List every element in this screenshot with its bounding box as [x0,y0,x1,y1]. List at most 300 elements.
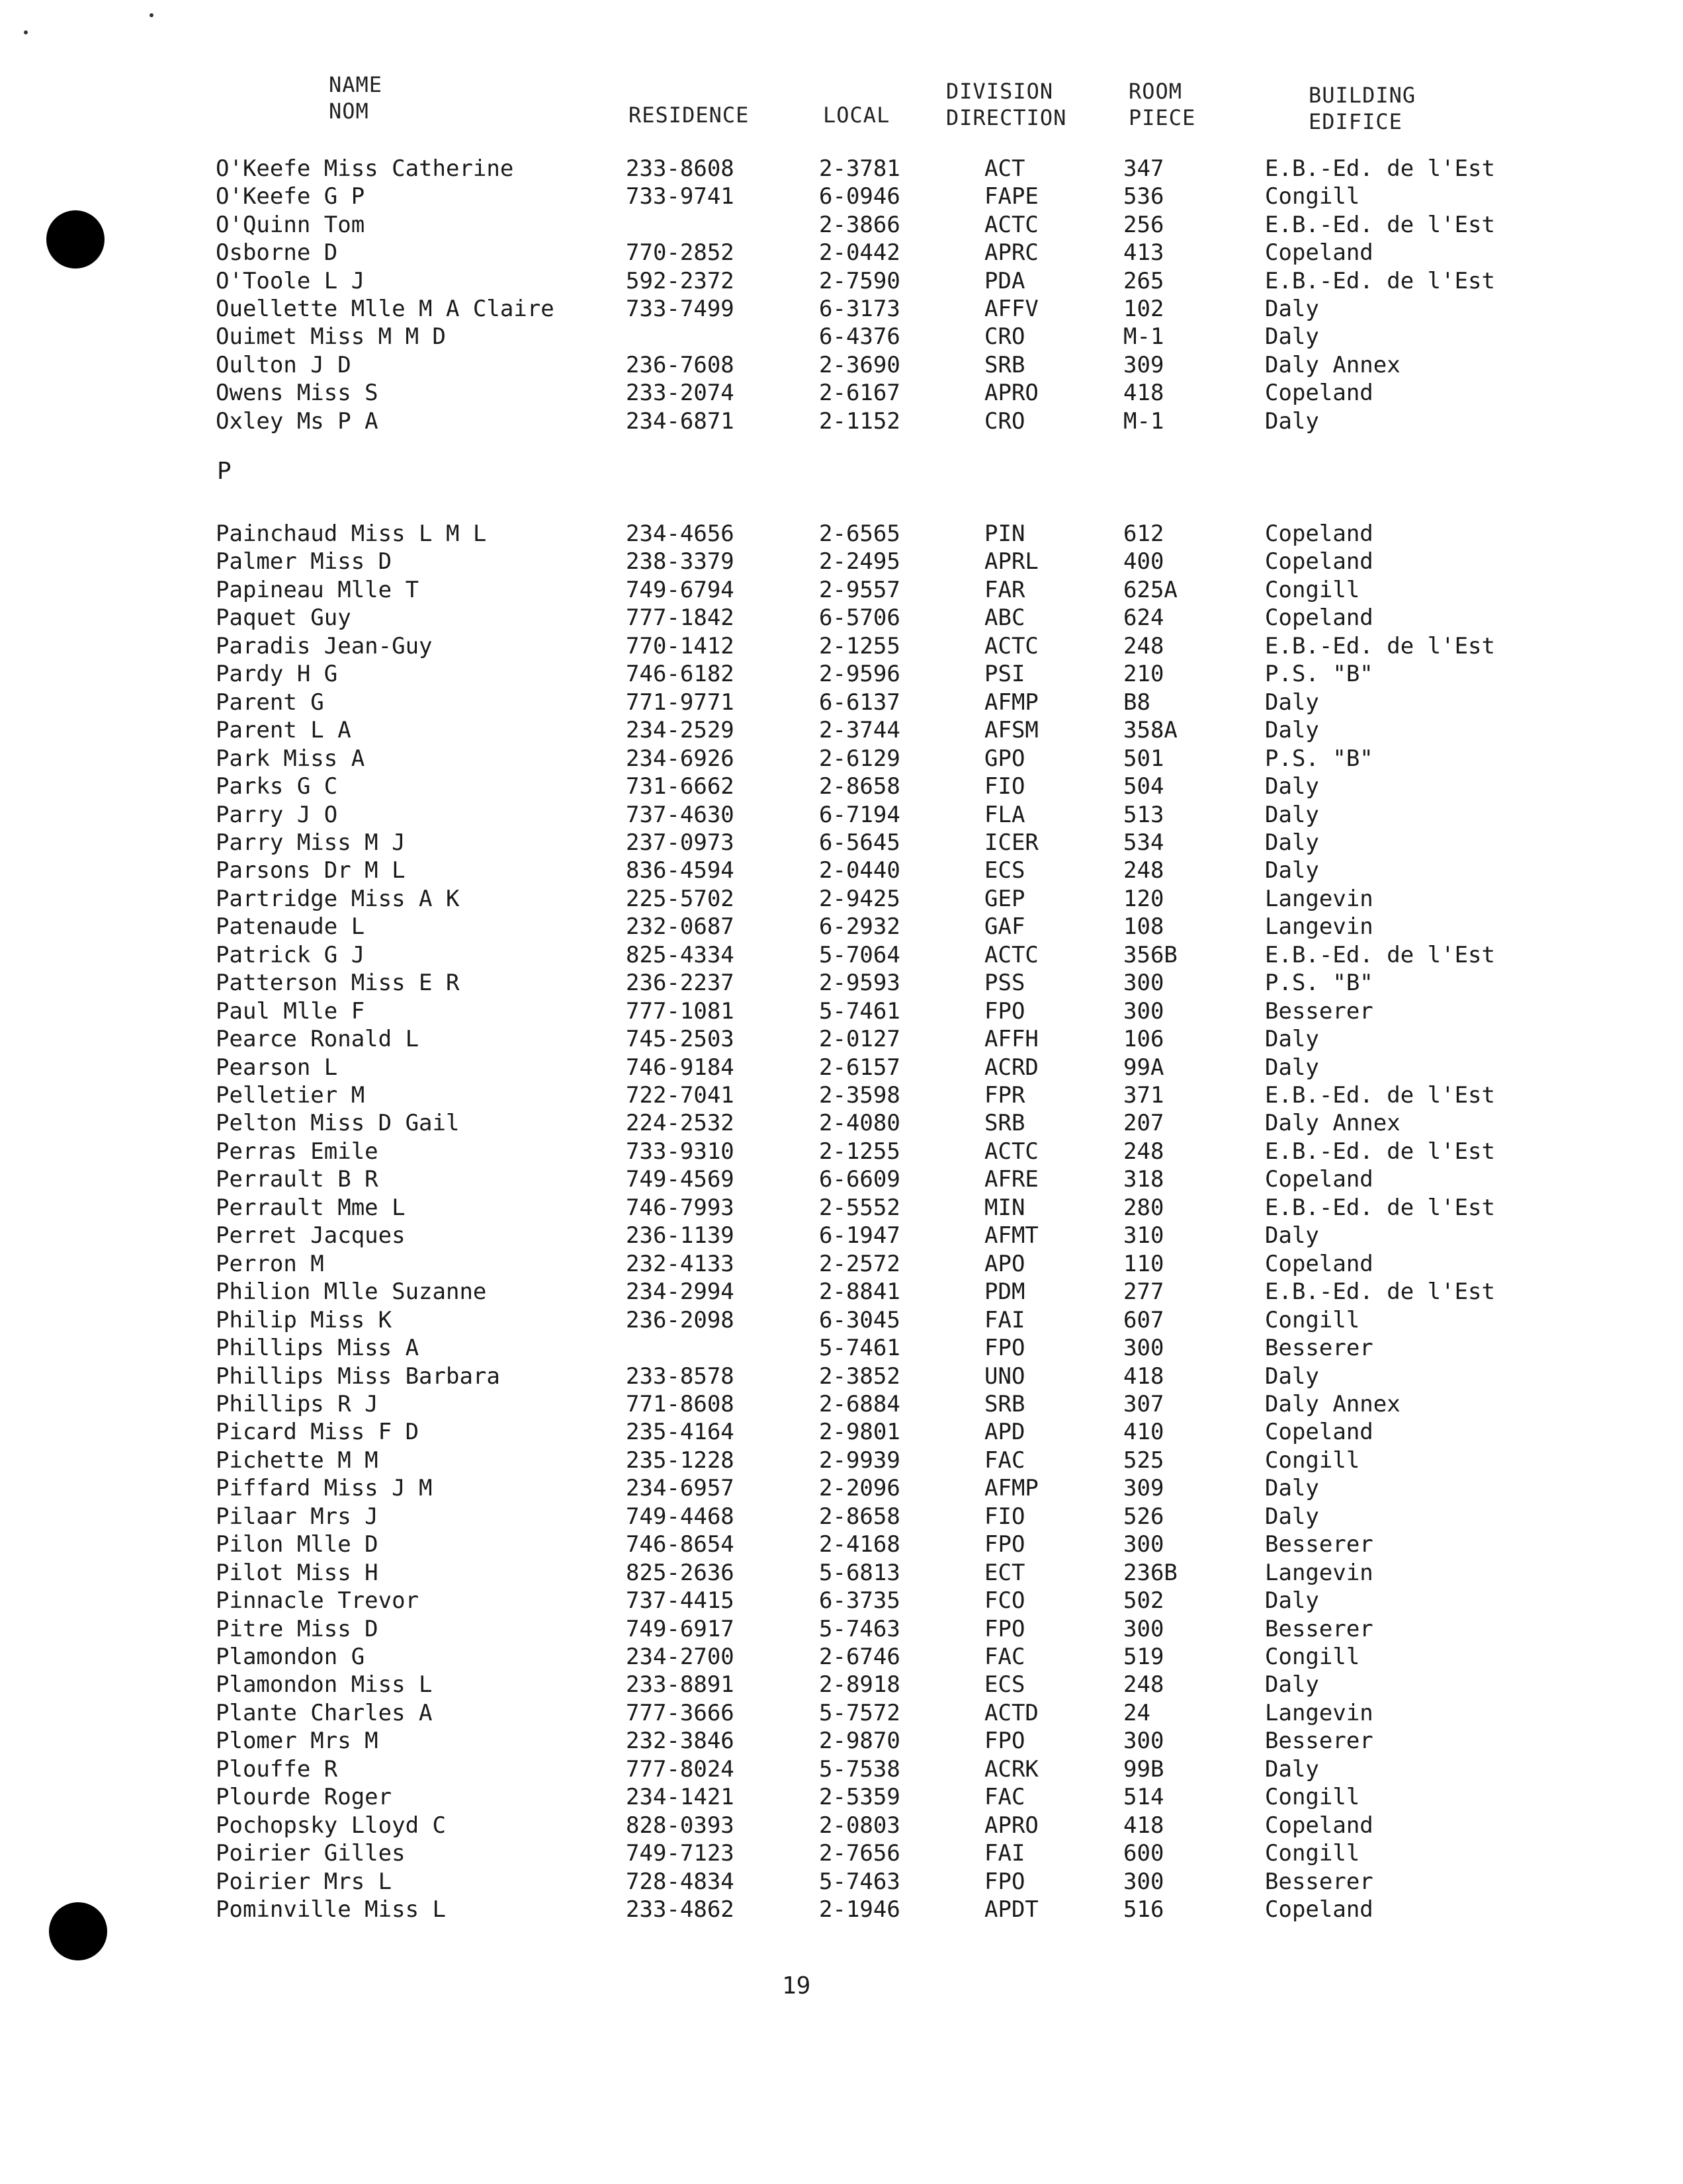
entry-residence: 233-4862 [626,1896,734,1923]
entry-name: Parsons Dr M L [216,857,406,884]
entry-building: Daly [1265,1222,1319,1249]
entry-division: APRL [984,548,1039,575]
directory-row [0,548,1683,575]
entry-room: 248 [1123,857,1164,884]
directory-row [0,351,1683,379]
entry-residence: 234-2700 [626,1644,734,1670]
entry-building: Daly [1265,1475,1319,1502]
directory-row [0,407,1683,435]
entry-residence: 737-4630 [626,801,734,828]
entry-division: FAI [984,1306,1025,1333]
entry-local: 6-6609 [819,1166,900,1193]
directory-row [0,1306,1683,1334]
entry-name: Parry J O [216,801,338,828]
entry-name: Picard Miss F D [216,1419,419,1446]
entry-room: 502 [1123,1587,1164,1615]
entry-building: Congill [1265,1306,1360,1333]
entry-local: 2-0127 [819,1026,900,1053]
entry-division: PDM [984,1279,1025,1306]
header-name [329,71,382,124]
entry-residence: 592-2372 [626,267,734,294]
entry-building: Besserer [1265,1531,1373,1558]
entry-building: E.B.-Ed. de l'Est [1265,267,1495,294]
entry-residence: 237-0973 [626,829,734,856]
directory-row [0,997,1683,1025]
directory-row [0,520,1683,548]
entry-division: FPO [984,1728,1025,1755]
entry-name: Oxley Ms P A [216,407,378,435]
directory-row [0,1868,1683,1896]
entry-name: Plamondon Miss L [216,1671,433,1699]
directory-row [0,1025,1683,1053]
entry-room: 236B [1123,1559,1178,1586]
entry-division: SRB [984,351,1025,378]
entry-residence: 234-6871 [626,407,734,435]
entry-division: FPO [984,1531,1025,1558]
entry-residence: 728-4834 [626,1868,734,1895]
entry-residence: 770-2852 [626,239,734,267]
directory-row [0,1727,1683,1755]
entry-division: SRB [984,1110,1025,1137]
entry-building: Langevin [1265,885,1373,912]
entry-residence: 746-6182 [626,661,734,688]
entry-room: 418 [1123,1363,1164,1390]
entry-name: Philion Mlle Suzanne [216,1279,487,1306]
entry-local: 2-2495 [819,548,900,575]
entry-residence: 737-4415 [626,1587,734,1615]
entry-room: 318 [1123,1166,1164,1193]
entry-name: Pinnacle Trevor [216,1587,419,1615]
entry-name: Pelton Miss D Gail [216,1110,460,1137]
entry-building: Copeland [1265,380,1373,407]
entry-local: 6-3735 [819,1587,900,1615]
directory-row [0,1165,1683,1193]
entry-local: 2-9593 [819,970,900,997]
entry-building: Daly [1265,1671,1319,1699]
entry-room: 307 [1123,1390,1164,1417]
directory-row [0,1531,1683,1558]
entry-name: Phillips Miss Barbara [216,1363,500,1390]
entry-name: Parent L A [216,717,351,744]
entry-local: 2-5552 [819,1194,900,1221]
directory-row [0,1447,1683,1474]
directory-row [0,239,1683,267]
entry-residence: 722-7041 [626,1082,734,1109]
entry-local: 6-5645 [819,829,900,856]
entry-division: CRO [984,407,1025,435]
entry-room: 526 [1123,1503,1164,1530]
entry-division: FPO [984,1335,1025,1362]
directory-row [0,941,1683,969]
entry-residence: 777-1081 [626,997,734,1025]
directory-row [0,1643,1683,1671]
directory-row [0,857,1683,884]
entry-local: 2-1255 [819,1138,900,1165]
entry-residence: 745-2503 [626,1026,734,1053]
entry-division: GPO [984,745,1025,772]
entry-division: APRO [984,380,1039,407]
entry-name: Pilot Miss H [216,1559,378,1586]
entry-name: Paquet Guy [216,605,351,632]
section-letter: P [217,458,232,485]
entry-division: GEP [984,885,1025,912]
entry-residence: 749-7123 [626,1840,734,1867]
entry-room: 300 [1123,1728,1164,1755]
entry-division: ACRD [984,1054,1039,1081]
entry-local: 5-7572 [819,1699,900,1726]
entry-division: MIN [984,1194,1025,1221]
entry-local: 2-8658 [819,1503,900,1530]
entry-name: Perret Jacques [216,1222,406,1249]
entry-name: Poirier Mrs L [216,1868,392,1895]
entry-room: 612 [1123,521,1164,547]
entry-division: AFMP [984,689,1039,716]
directory-row [0,267,1683,295]
entry-division: FLA [984,801,1025,828]
entry-local: 2-6129 [819,745,900,772]
entry-name: Philip Miss K [216,1306,392,1333]
entry-room: B8 [1123,689,1150,716]
header-room-fr: PIECE [1129,105,1196,130]
entry-division: FAR [984,576,1025,603]
entry-local: 2-2096 [819,1475,900,1502]
entry-room: 607 [1123,1306,1164,1333]
header-local-label: LOCAL [823,103,890,128]
entry-residence: 746-9184 [626,1054,734,1081]
entry-local: 2-6884 [819,1390,900,1417]
entry-residence: 232-0687 [626,913,734,941]
entry-residence: 825-4334 [626,941,734,968]
entry-name: Paradis Jean-Guy [216,632,433,659]
entry-local: 2-9425 [819,885,900,912]
entry-building: Copeland [1265,1166,1373,1193]
entry-room: 418 [1123,1812,1164,1839]
entry-residence: 828-0393 [626,1812,734,1839]
entry-name: Pardy H G [216,661,338,688]
entry-name: Parent G [216,689,324,716]
entry-residence: 225-5702 [626,885,734,912]
entry-division: ECT [984,1559,1025,1586]
entry-name: Paul Mlle F [216,997,365,1025]
entry-building: Copeland [1265,1250,1373,1277]
entry-building: Daly [1265,829,1319,856]
entry-local: 2-3781 [819,155,900,182]
directory-row [0,801,1683,829]
entry-room: M-1 [1123,323,1164,351]
entry-residence: 749-4468 [626,1503,734,1530]
entry-division: FIO [984,773,1025,800]
entry-name: Piffard Miss J M [216,1475,433,1502]
directory-row [0,1278,1683,1306]
entry-room: 410 [1123,1419,1164,1446]
entry-building: Copeland [1265,548,1373,575]
entry-name: Phillips Miss A [216,1335,419,1362]
entry-room: 300 [1123,1335,1164,1362]
entry-building: Daly [1265,857,1319,884]
entry-local: 5-7463 [819,1868,900,1895]
entry-residence: 234-4656 [626,521,734,547]
entry-local: 2-3866 [819,211,900,238]
directory-row [0,1812,1683,1839]
entry-name: Papineau Mlle T [216,576,419,603]
entry-room: 347 [1123,155,1164,182]
entry-building: Congill [1265,1784,1360,1811]
entry-local: 2-0440 [819,857,900,884]
header-division [946,78,1066,131]
entry-name: Phillips R J [216,1390,378,1417]
entry-building: Daly [1265,1026,1319,1053]
entry-local: 2-0442 [819,239,900,267]
entry-name: Patrick G J [216,941,365,968]
entry-residence: 777-3666 [626,1699,734,1726]
entry-local: 5-6813 [819,1559,900,1586]
entry-room: 600 [1123,1840,1164,1867]
directory-row [0,323,1683,351]
entry-residence: 733-9310 [626,1138,734,1165]
entry-room: 110 [1123,1250,1164,1277]
page-number: 19 [782,1972,811,1999]
entry-local: 6-0946 [819,183,900,210]
entry-name: Parks G C [216,773,338,800]
entry-building: Copeland [1265,1896,1373,1923]
entry-residence: 749-6917 [626,1615,734,1642]
entry-local: 2-9801 [819,1419,900,1446]
directory-row [0,183,1683,210]
entry-division: ACTC [984,211,1039,238]
directory-row [0,1699,1683,1727]
entry-name: Patenaude L [216,913,365,941]
entry-building: E.B.-Ed. de l'Est [1265,1194,1495,1221]
directory-row [0,1390,1683,1418]
entry-room: 309 [1123,1475,1164,1502]
entry-division: ACTD [984,1699,1039,1726]
directory-row [0,689,1683,716]
entry-room: 624 [1123,605,1164,632]
entry-residence: 233-8608 [626,155,734,182]
entry-division: ECS [984,1671,1025,1699]
entry-room: 248 [1123,632,1164,659]
entry-division: CRO [984,323,1025,351]
entry-name: Pichette M M [216,1447,378,1474]
entry-building: Besserer [1265,997,1373,1025]
entry-name: Perrault B R [216,1166,378,1193]
entry-residence: 771-8608 [626,1390,734,1417]
entry-room: 207 [1123,1110,1164,1137]
entry-local: 6-6137 [819,689,900,716]
entry-building: P.S. "B" [1265,745,1373,772]
entry-local: 2-3598 [819,1082,900,1109]
entry-residence: 224-2532 [626,1110,734,1137]
entry-building: E.B.-Ed. de l'Est [1265,211,1495,238]
entry-residence: 746-8654 [626,1531,734,1558]
header-division-fr: DIRECTION [946,105,1067,130]
speck [150,13,153,17]
entry-room: 309 [1123,351,1164,378]
entry-room: 102 [1123,296,1164,322]
entry-building: E.B.-Ed. de l'Est [1265,632,1495,659]
entry-residence: 777-1842 [626,605,734,632]
entry-room: 300 [1123,1868,1164,1895]
directory-row [0,1559,1683,1587]
entry-division: FPO [984,1615,1025,1642]
entry-local: 2-8918 [819,1671,900,1699]
entry-division: PSS [984,970,1025,997]
entry-name: Osborne D [216,239,338,267]
entry-local: 6-3045 [819,1306,900,1333]
directory-row [0,295,1683,323]
entry-building: E.B.-Ed. de l'Est [1265,941,1495,968]
entry-residence: 733-9741 [626,183,734,210]
entry-room: 300 [1123,997,1164,1025]
entry-building: Congill [1265,1447,1360,1474]
entry-name: Pitre Miss D [216,1615,378,1642]
directory-row [0,379,1683,407]
entry-room: 106 [1123,1026,1164,1053]
directory-row [0,1081,1683,1109]
entry-local: 2-1255 [819,632,900,659]
entry-building: Daly Annex [1265,1390,1401,1417]
entry-residence: 236-7608 [626,351,734,378]
entry-division: ECS [984,857,1025,884]
entry-building: Congill [1265,183,1360,210]
entry-local: 2-7590 [819,267,900,294]
entry-local: 2-2572 [819,1250,900,1277]
entry-residence: 733-7499 [626,296,734,322]
entry-room: 280 [1123,1194,1164,1221]
entry-division: APDT [984,1896,1039,1923]
entry-local: 5-7461 [819,1335,900,1362]
header-name-en: NAME [329,72,383,97]
entry-local: 2-3744 [819,717,900,744]
entry-building: E.B.-Ed. de l'Est [1265,1082,1495,1109]
directory-row [0,1109,1683,1137]
entry-building: Congill [1265,576,1360,603]
entry-room: 356B [1123,941,1178,968]
entry-room: 300 [1123,1615,1164,1642]
entry-division: APO [984,1250,1025,1277]
entry-building: Daly [1265,1503,1319,1530]
entry-building: Daly [1265,717,1319,744]
entry-room: 300 [1123,970,1164,997]
entry-local: 5-7064 [819,941,900,968]
entry-name: O'Keefe Miss Catherine [216,155,514,182]
directory-row [0,1615,1683,1643]
entry-room: 210 [1123,661,1164,688]
entry-name: Pearson L [216,1054,338,1081]
entry-residence: 777-8024 [626,1755,734,1783]
directory-row [0,745,1683,773]
entry-name: Pearce Ronald L [216,1026,419,1053]
entry-local: 2-3690 [819,351,900,378]
entry-local: 2-8841 [819,1279,900,1306]
entry-local: 2-1152 [819,407,900,435]
entry-local: 2-6565 [819,521,900,547]
entry-residence: 749-6794 [626,576,734,603]
directory-row [0,211,1683,239]
entry-building: E.B.-Ed. de l'Est [1265,1279,1495,1306]
entry-name: O'Keefe G P [216,183,365,210]
directory-row [0,604,1683,632]
entry-room: 516 [1123,1896,1164,1923]
entry-name: Plourde Roger [216,1784,392,1811]
entry-residence: 234-6926 [626,745,734,772]
entry-division: AFMP [984,1475,1039,1502]
entry-residence: 232-3846 [626,1728,734,1755]
entry-local: 6-4376 [819,323,900,351]
entry-room: M-1 [1123,407,1164,435]
entry-division: PSI [984,661,1025,688]
entry-name: Patterson Miss E R [216,970,460,997]
entry-building: Besserer [1265,1615,1373,1642]
entry-room: 256 [1123,211,1164,238]
directory-row [0,1587,1683,1615]
header-residence-label: RESIDENCE [628,103,750,128]
directory-row [0,1054,1683,1081]
entry-division: APRO [984,1812,1039,1839]
entry-local: 2-4080 [819,1110,900,1137]
entry-local: 2-0803 [819,1812,900,1839]
header-building-en: BUILDING [1309,83,1416,108]
entry-division: FPR [984,1082,1025,1109]
header-room-en: ROOM [1129,79,1183,104]
header-division-en: DIVISION [946,79,1054,104]
entry-local: 5-7538 [819,1755,900,1783]
entry-room: 108 [1123,913,1164,941]
entry-building: Daly [1265,773,1319,800]
entry-residence: 235-4164 [626,1419,734,1446]
entry-building: Besserer [1265,1335,1373,1362]
entry-building: Daly [1265,801,1319,828]
entry-local: 2-9870 [819,1728,900,1755]
entry-building: Daly [1265,323,1319,351]
entry-room: 248 [1123,1671,1164,1699]
entry-local: 2-8658 [819,773,900,800]
entry-name: Pochopsky Lloyd C [216,1812,446,1839]
entry-residence: 731-6662 [626,773,734,800]
directory-row [0,1222,1683,1249]
entry-room: 536 [1123,183,1164,210]
entry-room: 277 [1123,1279,1164,1306]
entry-name: Pilaar Mrs J [216,1503,378,1530]
entry-residence: 825-2636 [626,1559,734,1586]
directory-row [0,913,1683,941]
entry-name: Perron M [216,1250,324,1277]
entry-building: E.B.-Ed. de l'Est [1265,1138,1495,1165]
entry-residence: 746-7993 [626,1194,734,1221]
entry-division: AFFH [984,1026,1039,1053]
entry-building: Daly [1265,1587,1319,1615]
entry-local: 2-6746 [819,1644,900,1670]
entry-name: O'Toole L J [216,267,365,294]
entry-local: 2-5359 [819,1784,900,1811]
entry-division: ICER [984,829,1039,856]
directory-row [0,1194,1683,1222]
entry-division: FAPE [984,183,1039,210]
entry-name: Pilon Mlle D [216,1531,378,1558]
entry-building: Congill [1265,1840,1360,1867]
directory-row [0,829,1683,857]
directory-row [0,155,1683,183]
entry-division: PDA [984,267,1025,294]
entry-name: Poirier Gilles [216,1840,406,1867]
entry-local: 6-1947 [819,1222,900,1249]
entry-name: Owens Miss S [216,380,378,407]
entry-building: Copeland [1265,521,1373,547]
entry-building: Copeland [1265,1419,1373,1446]
entry-residence: 234-1421 [626,1784,734,1811]
entry-residence: 771-9771 [626,689,734,716]
entry-local: 2-6167 [819,380,900,407]
